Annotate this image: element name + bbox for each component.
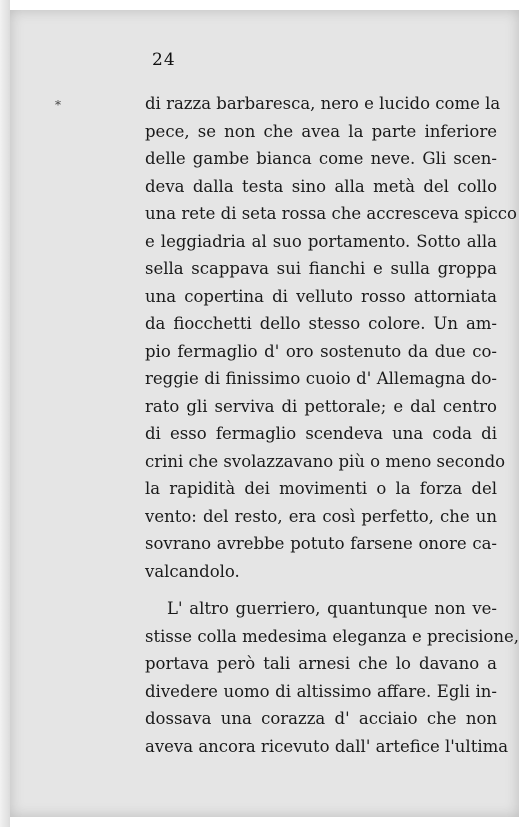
- text-line: delle gambe bianca come neve. Gli scen-: [145, 149, 497, 168]
- text-line: crini che svolazzavano più o meno secondo: [145, 451, 506, 471]
- text-line: pece, se non che avea la parte inferiore: [145, 121, 497, 141]
- text-line: di esso fermaglio scendeva una coda di: [145, 424, 497, 443]
- text-line: pio fermaglio d' oro sostenuto da due co-: [145, 341, 497, 361]
- text-line: reggie di finissimo cuoio d' Allemagna do-: [145, 369, 497, 388]
- text-line: valcandolo.: [145, 561, 240, 581]
- paragraph-gap: [145, 585, 497, 595]
- text-line: sovrano avrebbe potuto farsene onore ca-: [145, 534, 497, 553]
- text-line: e leggiadria al suo portamento. Sotto alla: [145, 231, 497, 251]
- text-line: deva dalla testa sino alla metà del collo: [145, 176, 497, 196]
- text-line: stisse colla medesima eleganza e precisione,: [145, 626, 519, 646]
- text-line: vento: del resto, era così perfetto, che un: [145, 506, 497, 526]
- text-line: sella scappava sui fianchi e sulla groppa: [145, 259, 497, 278]
- book-page: [10, 10, 519, 817]
- text-line: una rete di seta rossa che accresceva spicco: [145, 204, 517, 223]
- text-line: divedere uomo di altissimo affare. Egli in-: [145, 681, 497, 701]
- paragraph-1: [145, 90, 517, 585]
- text-line: rato gli serviva di pettorale; e dal centro: [145, 396, 497, 416]
- text-line: dossava una corazza d' acciaio che non: [145, 709, 497, 728]
- text-line: aveva ancora ricevuto dall' artefice l'ultima: [145, 736, 509, 756]
- text-line: da fiocchetti dello stesso colore. Un am-: [145, 314, 497, 333]
- text-line: di razza barbaresca, nero e lucido come la: [145, 94, 501, 113]
- text-line: L' altro guerriero, quantunque non ve-: [167, 599, 497, 618]
- paragraph-2: [145, 595, 519, 760]
- text-line: una copertina di velluto rosso attorniata: [145, 286, 497, 306]
- text-line: la rapidità dei movimenti o la forza del: [145, 479, 497, 498]
- ink-speck: *: [55, 98, 61, 112]
- page-body-text: [145, 90, 519, 760]
- page-number: 24: [152, 50, 176, 70]
- scan-edge: [0, 0, 10, 827]
- text-line: portava però tali arnesi che lo davano a: [145, 654, 497, 673]
